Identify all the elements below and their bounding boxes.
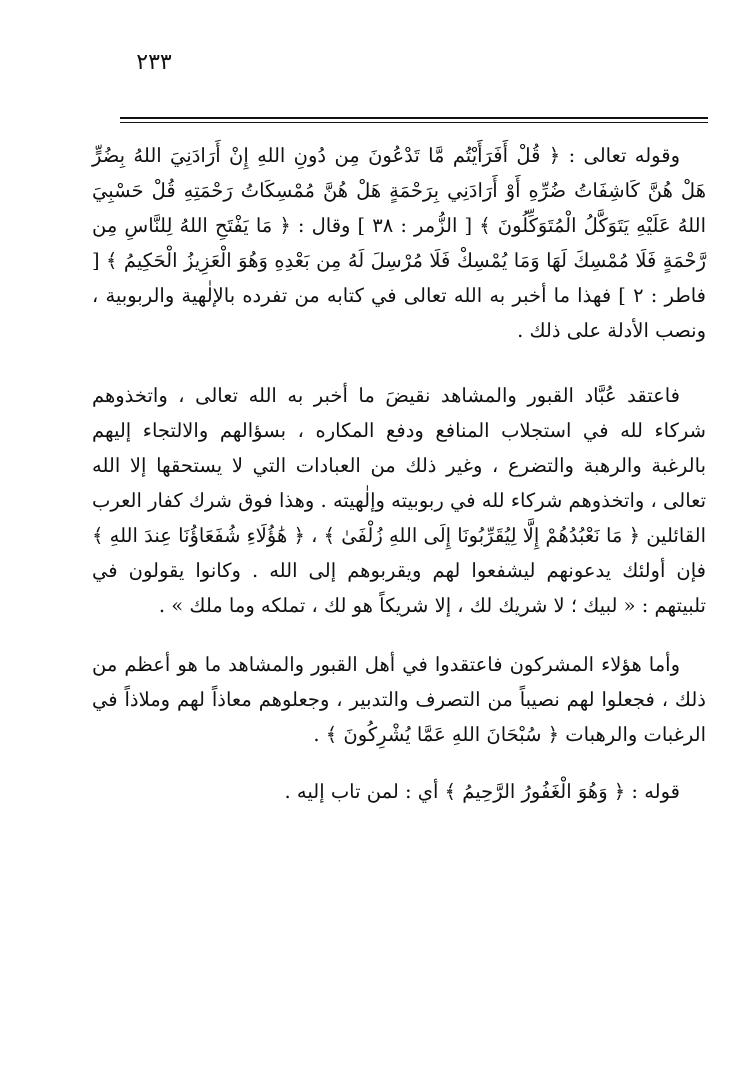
paragraph: وقوله تعالى : ﴿ قُلْ أَفَرَأَيْتُم مَّا تَدْعُونَ مِن دُونِ اللهِ إِنْ أَرَادَنِيَ اللهُ بِضُرٍّ هَلْ هُنَّ كَاشِفَاتُ ضُرِّهِ أَوْ أَرَادَنِي بِرَحْمَةٍ هَلْ هُنَّ مُمْسِكَاتُ رَحْمَتِهِ قُلْ حَسْبِيَ اللهُ عَلَيْهِ يَتَوَكَّلُ الْمُتَوَكِّلُونَ ﴾ [ الزُّمر : ٣٨ ] وقال : ﴿ مَا يَفْتَحِ اللهُ لِلنَّاسِ مِن رَّحْمَةٍ فَلَا مُمْسِكَ لَهَا وَمَا يُمْسِكْ فَلَا مُرْسِلَ لَهُ مِن بَعْدِهِ وَهُوَ الْعَزِيزُ الْحَكِيمُ ﴾ [ فاطر : ٢ ] فهذا ما أخبر به الله تعالى في كتابه من تفرده بالإلٰهية والربوبية ، ونصب الأدلة على ذلك .: [92, 144, 706, 342]
page-body: [92, 138, 706, 809]
paragraph: قوله : ﴿ وَهُوَ الْغَفُورُ الرَّحِيمُ ﴾ أي : لمن تاب إليه .: [284, 780, 680, 803]
header-rule-thin: [120, 122, 708, 123]
paragraph: وأما هؤلاء المشركون فاعتقدوا في أهل القبور والمشاهد ما هو أعظم من ذلك ، فجعلوا لهم نصيباً من التصرف والتدبير ، وجعلوهم معاذاً لهم وملاذاً في الرغبات والرهبات ﴿ سُبْحَانَ اللهِ عَمَّا يُشْرِكُونَ ﴾ .: [92, 653, 706, 746]
paragraph: فاعتقد عُبَّاد القبور والمشاهد نقيضَ ما أخبر به الله تعالى ، واتخذوهم شركاء لله في استجلاب المنافع ودفع المكاره ، بسؤالهم والالتجاء إليهم بالرغبة والرهبة والتضرع ، وغير ذلك من العبادات التي لا يستحقها إلا الله تعالى ، واتخذوهم شركاء لله في ربوبيته وإلٰهيته . وهذا فوق شرك كفار العرب القائلين ﴿ مَا نَعْبُدُهُمْ إِلَّا لِيُقَرِّبُونَا إِلَى اللهِ زُلْفَىٰ ﴾ ، ﴿ هَٰؤُلَاءِ شُفَعَاؤُنَا عِندَ اللهِ ﴾ فإن أولئك يدعونهم ليشفعوا لهم ويقربوهم إلى الله . وكانوا يقولون في تلبيتهم : « لبيك ؛ لا شريك لك ، إلا شريكاً هو لك ، تملكه وما ملك » .: [92, 384, 706, 617]
page-number: ٢٣٣: [136, 50, 172, 75]
header-rule-thick: [120, 117, 708, 119]
